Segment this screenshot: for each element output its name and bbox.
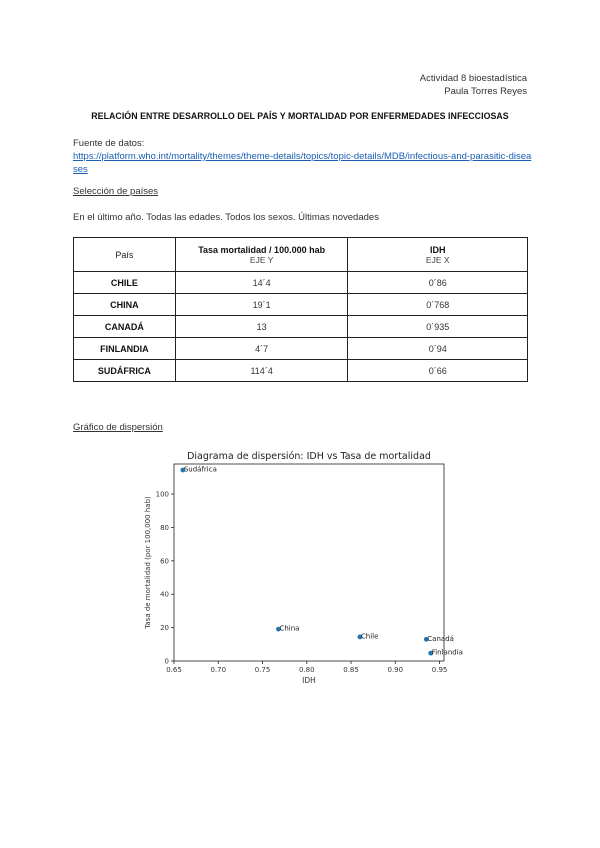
cell-rate: 4´7 — [175, 338, 348, 360]
point-label: Chile — [360, 632, 379, 641]
cell-idh: 0´94 — [348, 338, 528, 360]
cell-rate: 14´4 — [175, 272, 348, 294]
point-label: Canadá — [427, 634, 454, 643]
cell-idh: 0´768 — [348, 294, 528, 316]
x-tick-label: 0.65 — [166, 666, 182, 674]
y-tick-label: 0 — [164, 657, 169, 666]
source-label: Fuente de datos: — [73, 138, 145, 149]
point-label: China — [279, 624, 300, 633]
x-tick-label: 0.80 — [298, 666, 315, 674]
header-country-label: País — [115, 249, 134, 260]
point-label: Finlandia — [431, 648, 463, 657]
x-tick-label: 0.70 — [210, 666, 227, 674]
y-tick-label: 20 — [160, 624, 169, 633]
section-heading-countries: Selección de países — [73, 186, 159, 197]
table-row — [74, 272, 528, 294]
cell-country: CHILE — [74, 272, 176, 294]
table-row — [74, 316, 528, 338]
table-header-row — [74, 238, 528, 272]
x-tick-label: 0.90 — [387, 666, 404, 674]
data-note: En el último año. Todas las edades. Todos los sexos. Últimas novedades — [73, 212, 379, 223]
header-rate — [175, 238, 348, 272]
cell-rate: 19´1 — [175, 294, 348, 316]
table-row — [74, 338, 528, 360]
author-name: Paula Torres Reyes — [444, 86, 527, 97]
header-rate-label: Tasa mortalidad / 100.000 hab — [198, 244, 326, 255]
x-tick-label: 0.95 — [431, 666, 448, 674]
point-label: Sudáfrica — [183, 465, 217, 474]
document-title: RELACIÓN ENTRE DESARROLLO DEL PAÍS Y MORTALIDAD POR ENFERMEDADES INFECCIOSAS — [91, 111, 509, 121]
header-idh-label: IDH — [429, 244, 446, 255]
section-heading-scatter: Gráfico de dispersión — [73, 422, 163, 433]
header-idh-axis: EJE X — [425, 254, 450, 265]
table-row — [74, 360, 528, 382]
cell-country: SUDÁFRICA — [74, 360, 176, 382]
y-tick-label: 80 — [160, 523, 169, 532]
header-idh — [348, 238, 528, 272]
cell-country: CHINA — [74, 294, 176, 316]
plot-frame — [174, 464, 444, 661]
cell-rate: 114´4 — [175, 360, 348, 382]
data-table — [73, 237, 528, 382]
x-tick-label: 0.85 — [343, 666, 359, 674]
header-country — [74, 238, 176, 272]
activity-title: Actividad 8 bioestadística — [419, 73, 527, 84]
header-info — [420, 72, 527, 98]
table-row — [74, 294, 528, 316]
x-axis-label: IDH — [302, 676, 316, 685]
cell-idh: 0´935 — [348, 316, 528, 338]
y-tick-label: 100 — [155, 490, 169, 499]
cell-country: FINLANDIA — [74, 338, 176, 360]
scatter-chart — [140, 448, 463, 693]
y-axis-label: Tasa de mortalidad (por 100,000 hab) — [144, 496, 152, 629]
cell-rate: 13 — [175, 316, 348, 338]
header-rate-axis: EJE Y — [249, 254, 274, 265]
chart-title: Diagrama de dispersión: IDH vs Tasa de mortalidad — [187, 451, 431, 462]
cell-idh: 0´66 — [348, 360, 528, 382]
source-link[interactable]: https://platform.who.int/mortality/themes/theme-details/topics/topic-details/MDB/infectious-and-parasitic-diseases — [73, 151, 532, 175]
cell-country: CANADÁ — [74, 316, 176, 338]
cell-idh: 0´86 — [348, 272, 528, 294]
x-tick-label: 0.75 — [254, 666, 271, 674]
y-tick-label: 60 — [160, 557, 169, 566]
y-tick-label: 40 — [160, 590, 169, 599]
